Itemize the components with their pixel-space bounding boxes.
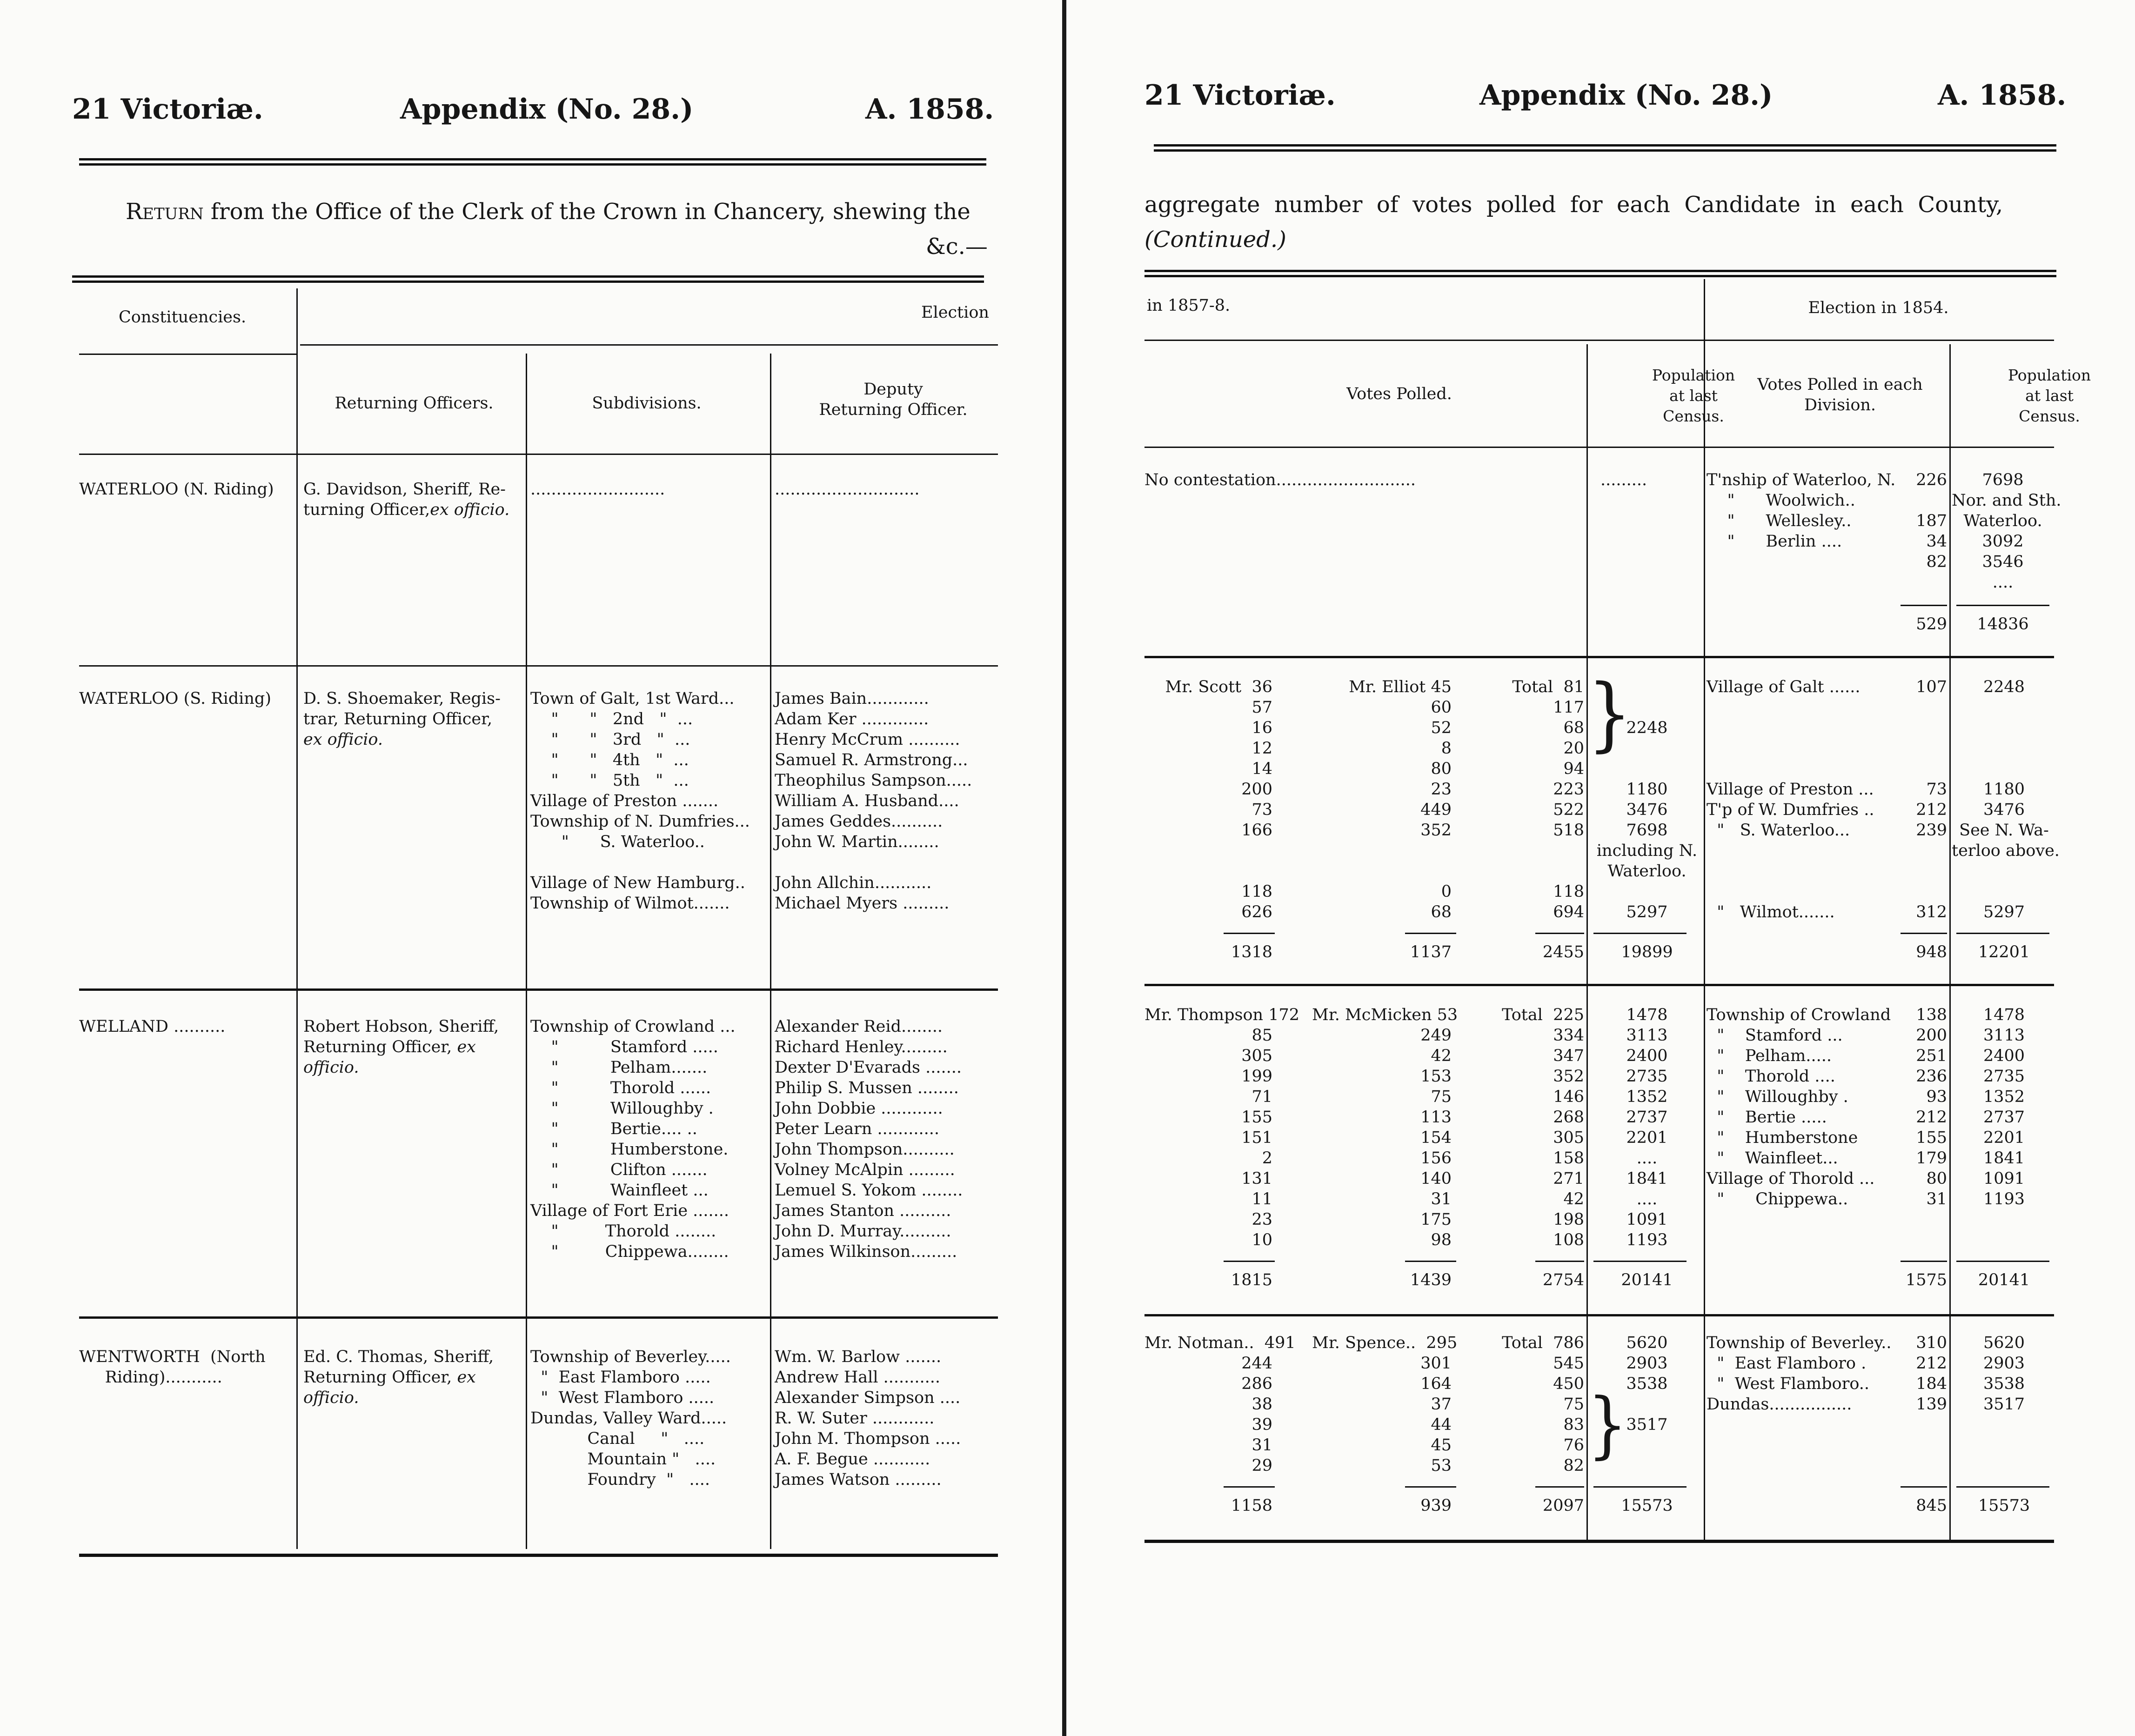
col-votes-each-division: Votes Polled in each Division. xyxy=(1757,375,1923,414)
b4-population: 5620 2903 3538 3517 xyxy=(1626,1334,1668,1434)
intro-continued: (Continued.) xyxy=(1144,227,1286,253)
col-rule xyxy=(300,344,998,346)
row-divider xyxy=(79,988,998,991)
intro-continuation: &c.— xyxy=(926,234,988,260)
table-top-rule xyxy=(72,275,984,283)
row-waterloo-s-officer: D. S. Shoemaker, Regis- trar, Returning Officer, ex officio. xyxy=(303,689,501,749)
b1-population-total: 14836 xyxy=(1977,615,2029,634)
col-divider xyxy=(770,354,771,1549)
col-election: Election xyxy=(921,303,989,322)
table-top-rule xyxy=(1144,270,2056,277)
row-welland-subdivisions: Township of Crowland ... " Stamford ..... " Pelham....... " Thorold ...... " Willoughby . " Bertie.... .. " Humberstone. " Clifton ....... " Wainfleet ... Village of Fort Erie ....... " Thorold ........ " Chippewa........ xyxy=(530,1017,736,1261)
b4-notman-total: 1158 xyxy=(1231,1496,1272,1515)
b4-population-2-total: 15573 xyxy=(1978,1496,2030,1515)
b3-population-total: 20141 xyxy=(1621,1271,1673,1289)
b3-thompson: Mr. Thompson 172 85 305 199 71 155 151 2 131 11 23 10 xyxy=(1144,1006,1300,1249)
col-year-1857: in 1857-8. xyxy=(1147,296,1231,315)
sum-rule xyxy=(1535,933,1584,934)
col-divider xyxy=(1586,344,1588,1540)
table-bottom-rule xyxy=(79,1554,998,1557)
sum-rule xyxy=(1535,1261,1584,1262)
b3-division-total: 1575 xyxy=(1905,1271,1947,1289)
sum-rule xyxy=(1405,1261,1456,1262)
row-wentworth-deputies: Wm. W. Barlow ....... Andrew Hall ........... Alexander Simpson .... R. W. Suter ............ John M. Thompson ..... A. F. Begue ........... James Watson ......... xyxy=(775,1348,961,1489)
brace-icon: } xyxy=(1587,667,1632,761)
sum-rule xyxy=(1901,605,1947,606)
b3-thompson-total: 1815 xyxy=(1231,1271,1272,1289)
header-bottom-rule xyxy=(79,454,998,455)
b4-grand-total: 2097 xyxy=(1542,1496,1584,1515)
right-header-appendix: Appendix (No. 28.) xyxy=(1479,79,1773,112)
row-wentworth-subdivisions: Township of Beverley..... " East Flamboro ..... " West Flamboro ..... Dundas, Valley Ward..... Canal " .... Mountain " .... Foundry " .... xyxy=(530,1348,731,1489)
sum-rule xyxy=(1224,1486,1275,1488)
b2-population-2-total: 12201 xyxy=(1978,943,2030,961)
col-population: Population at last Census. xyxy=(1652,366,1735,425)
row-waterloo-s-deputies: James Bain............ Adam Ker ............. Henry McCrum .......... Samuel R. Armstrong... Theophilus Sampson..... William A. Husband.... James Geddes.......... John W. Martin........ John Allchin........... Michael Myers ......... xyxy=(775,689,972,913)
row-waterloo-s-constituency: WATERLOO (S. Riding) xyxy=(79,689,271,708)
b2-grand-total: 2455 xyxy=(1542,943,1584,961)
col-election-1854: Election in 1854. xyxy=(1808,299,1949,317)
b4-division-votes: 310 212 184 139 xyxy=(1916,1334,1947,1414)
table-bottom-rule xyxy=(1144,1540,2054,1543)
sum-rule xyxy=(1956,605,2049,606)
col-divider xyxy=(296,288,298,1549)
b3-mcmicken: Mr. McMicken 53 249 42 153 75 113 154 156 140 31 175 98 xyxy=(1312,1006,1458,1249)
sum-rule xyxy=(1901,1261,1947,1262)
b4-division-total: 845 xyxy=(1916,1496,1947,1515)
col-divider xyxy=(526,354,527,1549)
b2-population-total: 19899 xyxy=(1621,943,1673,961)
row-waterloo-s-subdivisions: Town of Galt, 1st Ward... " " 2nd " ... " " 3rd " ... " " 4th " ... " " 5th " ... Village of Preston ....... Township of N. Dumfries... " S. Waterloo.. Village of New Hamburg.. Township of Wilmot....... xyxy=(530,689,750,913)
b2-population-2: 2248 1180 3476 See N. Wa- terloo above. 5297 xyxy=(1952,678,2060,921)
b2-scott: Mr. Scott 36 57 16 12 14 200 73 166 118 626 xyxy=(1165,678,1272,921)
b3-mcmicken-total: 1439 xyxy=(1410,1271,1452,1289)
b4-population-total: 15573 xyxy=(1621,1496,1673,1515)
b1-division-votes: 226 187 34 82 xyxy=(1916,471,1947,571)
sum-rule xyxy=(1593,933,1687,934)
b3-population-2-total: 20141 xyxy=(1978,1271,2030,1289)
b4-total: Total 786 545 450 75 83 76 82 xyxy=(1502,1334,1584,1475)
sum-rule xyxy=(1593,1261,1687,1262)
col-population-2: Population at last Census. xyxy=(2008,366,2091,425)
right-header-year: A. 1858. xyxy=(1938,79,2067,112)
b2-scott-total: 1318 xyxy=(1231,943,1272,961)
col-constituencies: Constituencies. xyxy=(119,308,247,327)
row-divider xyxy=(79,1316,998,1319)
b1-division-total: 529 xyxy=(1916,615,1947,634)
b4-population-2: 5620 2903 3538 3517 xyxy=(1983,1334,2025,1414)
row-welland-officer: Robert Hobson, Sheriff, Returning Officer, ex officio. xyxy=(303,1017,499,1077)
b3-grand-total: 2754 xyxy=(1542,1271,1584,1289)
sum-rule xyxy=(1535,1486,1584,1488)
b4-spence-total: 939 xyxy=(1420,1496,1452,1515)
sum-rule xyxy=(1224,933,1275,934)
left-page xyxy=(0,0,1061,1736)
b1-divisions: T'nship of Waterloo, N. " Woolwich.. " Wellesley.. " Berlin .... xyxy=(1707,471,1896,551)
row-divider xyxy=(79,665,998,667)
intro-text: aggregate number of votes polled for each Candidate in each County, xyxy=(1144,192,2003,218)
b2-elliot-total: 1137 xyxy=(1410,943,1452,961)
sum-rule xyxy=(1901,1486,1947,1488)
b3-divisions: Township of Crowland " Stamford ... " Pelham..... " Thorold .... " Willoughby . " Bertie ..... " Humberstone " Wainfleet... Village of Thorold ... " Chippewa.. xyxy=(1707,1006,1891,1209)
b2-division-total: 948 xyxy=(1916,943,1947,961)
block-divider xyxy=(1144,984,2054,986)
sum-rule xyxy=(1901,933,1947,934)
b4-notman: Mr. Notman.. 491 244 286 38 39 31 29 xyxy=(1144,1334,1296,1475)
b2-population: 2248 1180 3476 7698 including N. Waterloo. 5297 xyxy=(1596,719,1698,921)
row-welland-deputies: Alexander Reid........ Richard Henley......... Dexter D'Evarads ....... Philip S. Mussen ........ John Dobbie ............ Peter Learn ............ John Thompson.......... Volney McAlpin ......... Lemuel S. Yokom ........ James Stanton .......... John D. Murray.......... James Wilkinson......... xyxy=(775,1017,963,1261)
b1-votes: No contestation........................... xyxy=(1144,471,1416,489)
header-bottom-rule xyxy=(1144,447,2054,448)
b3-population: 1478 3113 2400 2735 1352 2737 2201 .... 1841 .... 1091 1193 xyxy=(1626,1006,1668,1249)
row-wentworth-officer: Ed. C. Thomas, Sheriff, Returning Officer, ex officio. xyxy=(303,1348,494,1407)
left-header-year: A. 1858. xyxy=(865,93,994,126)
brace-icon: } xyxy=(1587,1382,1627,1467)
page-gutter xyxy=(1062,0,1066,1736)
col-divider xyxy=(1949,344,1951,1540)
left-header-session: 21 Victoriæ. xyxy=(72,93,263,126)
intro-text xyxy=(126,198,970,226)
sum-rule xyxy=(1956,933,2049,934)
b2-total: Total 81 117 68 20 94 223 522 518 118 694 xyxy=(1512,678,1584,921)
col-subdivisions: Subdivisions. xyxy=(592,394,702,413)
intro-body: from the Office of the Clerk of the Crown in Chancery, shewing the xyxy=(203,199,970,225)
row-welland-constituency: WELLAND .......... xyxy=(79,1017,226,1036)
row-waterloo-n-officer: G. Davidson, Sheriff, Re- turning Officer,ex officio. xyxy=(303,480,510,519)
left-header-appendix: Appendix (No. 28.) xyxy=(400,93,694,126)
sum-rule xyxy=(1956,1261,2049,1262)
right-header-session: 21 Victoriæ. xyxy=(1144,79,1336,112)
block-divider xyxy=(1144,1314,2054,1316)
row-waterloo-n-subdivisions: .......................... xyxy=(530,480,665,499)
b1-population: ......... xyxy=(1600,471,1647,489)
b2-divisions: Village of Galt ...... Village of Preston ... T'p of W. Dumfries .. " S. Waterloo... " Wilmot....... xyxy=(1707,678,1874,921)
col-votes-polled: Votes Polled. xyxy=(1346,385,1452,403)
col-rule xyxy=(1144,340,2054,341)
col-deputy: Deputy Returning Officer. xyxy=(819,380,968,419)
b3-total: Total 225 334 347 352 146 268 305 158 271 42 198 108 xyxy=(1502,1006,1584,1249)
header-rule xyxy=(79,158,986,166)
b1-population-2: 7698 Nor. and Sth. Waterloo. 3092 3546 .... xyxy=(1952,471,2061,592)
intro-lead: Return xyxy=(126,199,204,225)
sum-rule xyxy=(1405,933,1456,934)
block-divider xyxy=(1144,656,2054,658)
right-page xyxy=(1070,0,2135,1736)
sum-rule xyxy=(1956,1486,2049,1488)
b4-divisions: Township of Beverley.. " East Flamboro . " West Flamboro.. Dundas................ xyxy=(1707,1334,1892,1414)
b3-division-votes: 138 200 251 236 93 212 155 179 80 31 xyxy=(1916,1006,1947,1209)
header-rule xyxy=(1154,144,2056,152)
row-waterloo-n-constituency: WATERLOO (N. Riding) xyxy=(79,480,274,499)
sum-rule xyxy=(1405,1486,1456,1488)
row-wentworth-constituency: WENTWORTH (North Riding)........... xyxy=(79,1348,266,1387)
sum-rule xyxy=(1593,1486,1687,1488)
row-waterloo-n-deputies: ............................ xyxy=(775,480,920,499)
col-returning-officers: Returning Officers. xyxy=(335,394,494,413)
b3-population-2: 1478 3113 2400 2735 1352 2737 2201 1841 1091 1193 xyxy=(1983,1006,2025,1209)
col-rule xyxy=(79,354,298,355)
b4-spence: Mr. Spence.. 295 301 164 37 44 45 53 xyxy=(1312,1334,1458,1475)
b2-elliot: Mr. Elliot 45 60 52 8 80 23 449 352 0 68 xyxy=(1349,678,1452,921)
sum-rule xyxy=(1224,1261,1275,1262)
b2-division-votes: 107 73 212 239 312 xyxy=(1916,678,1947,921)
